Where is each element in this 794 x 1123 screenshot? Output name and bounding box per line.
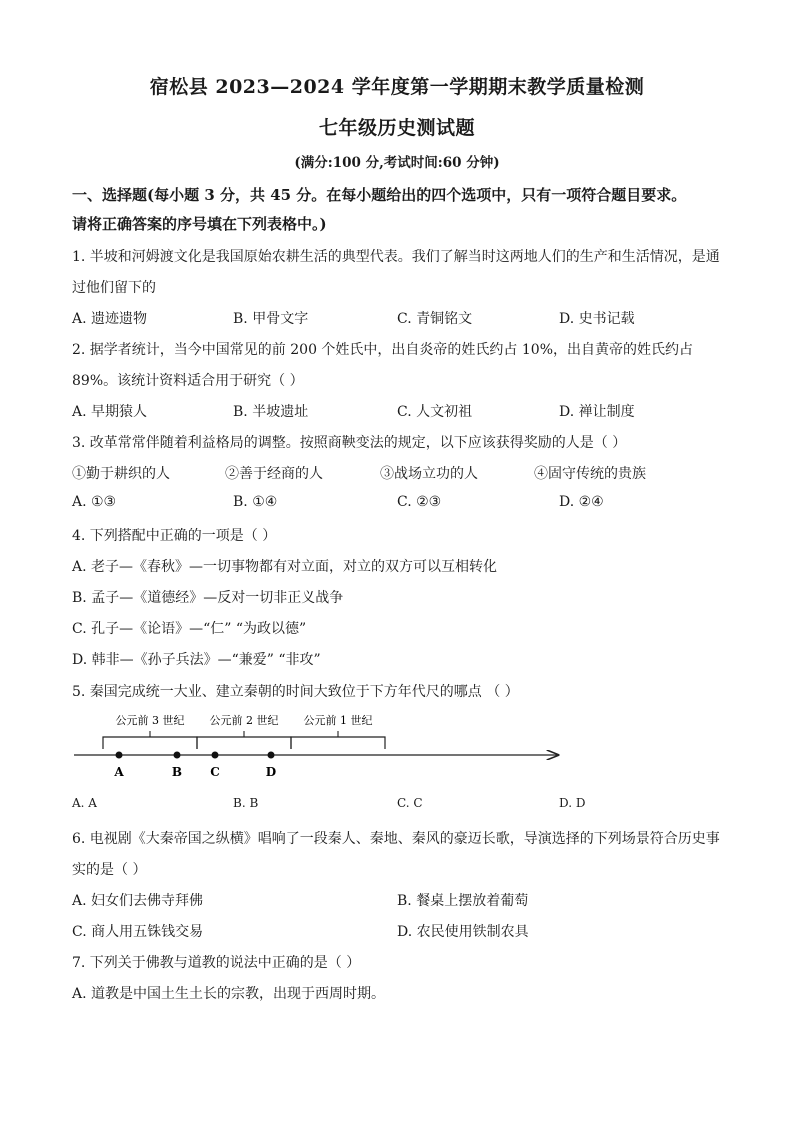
question-2-option-b[interactable]: B. 半坡遗址 bbox=[233, 404, 309, 420]
question-2-text-cont: 89%。该统计资料适合用于研究（ ） bbox=[72, 373, 304, 389]
question-4-text: 4. 下列搭配中正确的一项是（ ） bbox=[72, 528, 277, 544]
question-3-item-3: ③战场立功的人 bbox=[380, 466, 478, 482]
timeline-point-a-label: A bbox=[114, 765, 124, 779]
page-subtitle: 七年级历史测试题 bbox=[318, 117, 475, 139]
question-3-option-d[interactable]: D. ②④ bbox=[559, 494, 604, 510]
question-7-text: 7. 下列关于佛教与道教的说法中正确的是（ ） bbox=[72, 955, 361, 971]
century-bracket-3 bbox=[103, 737, 197, 749]
century-label-2: 公元前 2 世纪 bbox=[209, 714, 279, 727]
question-3-item-2: ②善于经商的人 bbox=[225, 466, 323, 482]
question-3-option-c[interactable]: C. ②③ bbox=[397, 494, 442, 510]
question-1-text-cont: 过他们留下的 bbox=[72, 280, 156, 296]
question-5-text: 5. 秦国完成统一大业、建立秦朝的时间大致位于下方年代尺的哪点 （ ） bbox=[72, 684, 519, 700]
section-heading-line2: 请将正确答案的序号填在下列表格中。) bbox=[72, 215, 327, 233]
century-bracket-1 bbox=[291, 737, 385, 749]
question-2-option-d[interactable]: D. 禅让制度 bbox=[559, 404, 635, 420]
question-6-text: 6. 电视剧《大秦帝国之纵横》唱响了一段秦人、秦地、秦风的豪迈长歌，导演选择的下列场景符合历史事 bbox=[72, 831, 720, 847]
question-4-option-c[interactable]: C. 孔子—《论语》—“仁” “为政以德” bbox=[72, 621, 307, 637]
question-5-option-c[interactable]: C. C bbox=[397, 796, 423, 810]
question-3-option-b[interactable]: B. ①④ bbox=[233, 494, 278, 510]
question-6-option-c[interactable]: C. 商人用五铢钱交易 bbox=[72, 924, 204, 940]
question-5-option-a[interactable]: A. A bbox=[72, 796, 97, 810]
timeline-point-c bbox=[212, 752, 219, 759]
exam-meta: (满分:100 分,考试时间:60 分钟) bbox=[294, 155, 500, 171]
question-5-option-b[interactable]: B. B bbox=[233, 796, 259, 810]
timeline-point-c-label: C bbox=[210, 765, 220, 779]
century-bracket-2 bbox=[197, 737, 291, 749]
question-4-option-d[interactable]: D. 韩非—《孙子兵法》—“兼爱” “非攻” bbox=[72, 652, 321, 668]
question-3-option-a[interactable]: A. ①③ bbox=[72, 494, 117, 510]
question-6-option-b[interactable]: B. 餐桌上摆放着葡萄 bbox=[397, 893, 529, 909]
timeline-point-d-label: D bbox=[265, 765, 277, 779]
chronology-ruler bbox=[60, 706, 580, 786]
question-1-option-b[interactable]: B. 甲骨文字 bbox=[233, 311, 309, 327]
question-1-option-a[interactable]: A. 遗迹遗物 bbox=[72, 311, 148, 327]
century-label-3: 公元前 3 世纪 bbox=[115, 714, 185, 727]
question-2-option-a[interactable]: A. 早期猿人 bbox=[72, 404, 148, 420]
century-label-1: 公元前 1 世纪 bbox=[303, 714, 373, 727]
question-3-text: 3. 改革常常伴随着利益格局的调整。按照商鞅变法的规定，以下应该获得奖励的人是（ ） bbox=[72, 435, 627, 451]
question-2-option-c[interactable]: C. 人文初祖 bbox=[397, 404, 473, 420]
question-4-option-a[interactable]: A. 老子—《春秋》—一切事物都有对立面，对立的双方可以互相转化 bbox=[72, 559, 498, 575]
question-3-item-4: ④固守传统的贵族 bbox=[534, 466, 646, 482]
timeline-point-b bbox=[174, 752, 181, 759]
timeline-point-b-label: B bbox=[171, 765, 183, 779]
timeline-point-d bbox=[268, 752, 275, 759]
question-6-text-cont: 实的是（ ） bbox=[72, 862, 147, 878]
question-2-text: 2. 据学者统计，当今中国常见的前 200 个姓氏中，出自炎帝的姓氏约占 10%，出自黄帝的姓氏约占 bbox=[72, 342, 693, 358]
page-title: 宿松县 2023—2024 学年度第一学期期末教学质量检测 bbox=[149, 76, 645, 98]
question-1-text: 1. 半坡和河姆渡文化是我国原始农耕生活的典型代表。我们了解当时这两地人们的生产和生活情况，是通 bbox=[72, 249, 720, 265]
question-5-option-d[interactable]: D. D bbox=[559, 796, 586, 810]
question-1-option-d[interactable]: D. 史书记载 bbox=[559, 311, 635, 327]
question-4-option-b[interactable]: B. 孟子—《道德经》—反对一切非正义战争 bbox=[72, 590, 344, 606]
question-6-option-a[interactable]: A. 妇女们去佛寺拜佛 bbox=[72, 893, 204, 909]
question-1-option-c[interactable]: C. 青铜铭文 bbox=[397, 311, 473, 327]
question-7-option-a[interactable]: A. 道教是中国土生土长的宗教，出现于西周时期。 bbox=[72, 986, 386, 1002]
section-heading: 一、选择题(每小题 3 分，共 45 分。在每小题给出的四个选项中，只有一项符合题目要求。 bbox=[72, 186, 687, 204]
question-6-option-d[interactable]: D. 农民使用铁制农具 bbox=[397, 924, 529, 940]
timeline-point-a bbox=[116, 752, 123, 759]
question-3-item-1: ①勤于耕织的人 bbox=[72, 466, 170, 482]
